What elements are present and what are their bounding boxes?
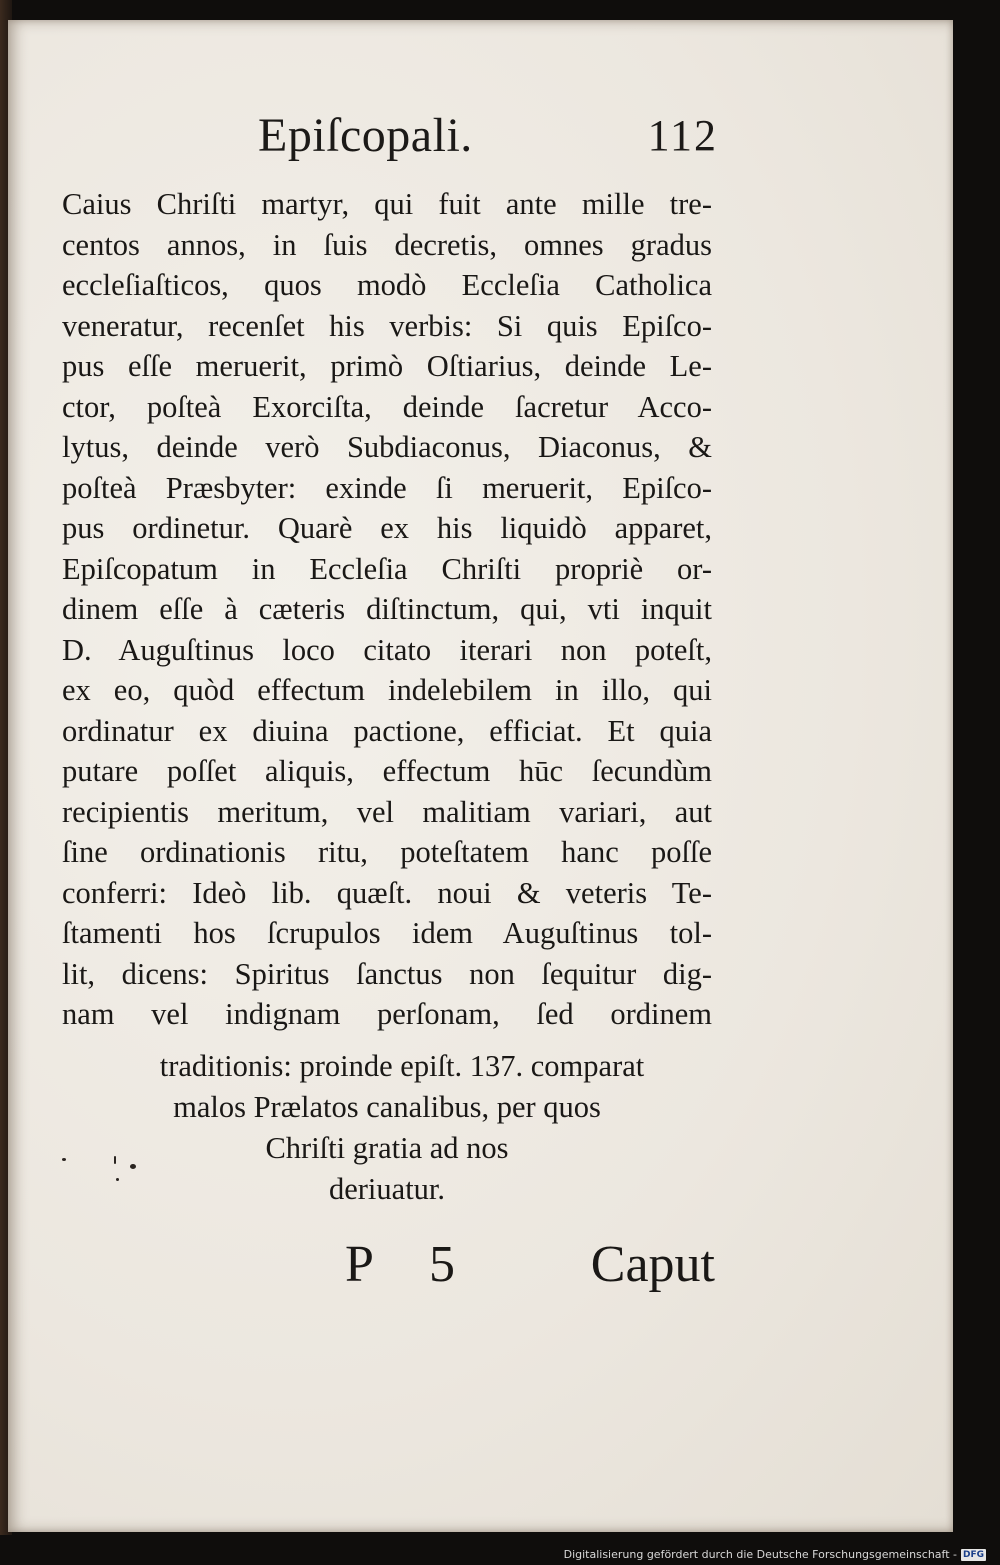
text-line: lytus, deinde verò Subdiaconus, Diaconus, & bbox=[62, 430, 712, 464]
text-line: dinem eſſe à cæteris diſtinctum, qui, vti inquit bbox=[62, 592, 712, 626]
text-line: ctor, poſteà Exorciſta, deinde ſacretur Acco- bbox=[62, 389, 712, 424]
text-line: Epiſcopatum in Eccleſia Chriſti propriè or- bbox=[62, 551, 712, 586]
text-line: ex eo, quòd effectum indelebilem in illo, qui bbox=[62, 673, 712, 707]
tapered-paragraph-end bbox=[62, 1046, 712, 1210]
body-text bbox=[62, 184, 712, 1035]
running-title: Epiſcopali. bbox=[258, 109, 473, 162]
ink-speck bbox=[130, 1164, 136, 1169]
text-line: ſine ordinationis ritu, poteſtatem hanc poſſe bbox=[62, 835, 712, 869]
page-number: 112 bbox=[647, 111, 718, 160]
text-line: ſtamenti hos ſcrupulos idem Auguſtinus tol- bbox=[62, 916, 712, 950]
page-footer bbox=[345, 1235, 715, 1305]
text-line: pus eſſe meruerit, primò Oſtiarius, deinde Le- bbox=[62, 349, 712, 383]
digitization-credit bbox=[564, 1548, 986, 1561]
text-line: conferri: Ideò lib. quæſt. noui & veteris Te- bbox=[62, 875, 712, 910]
ink-speck bbox=[116, 1178, 119, 1181]
text-line: lit, dicens: Spiritus ſanctus non ſequitur dig- bbox=[62, 956, 712, 991]
text-line: pus ordinetur. Quarè ex his liquidò apparet, bbox=[62, 511, 712, 545]
ink-speck bbox=[114, 1156, 116, 1164]
text-line: putare poſſet aliquis, effectum hūc ſecundùm bbox=[62, 754, 712, 788]
text-line: Chriſti gratia ad nos bbox=[265, 1131, 509, 1165]
catchword: Caput bbox=[590, 1236, 715, 1293]
text-line: malos Prælatos canalibus, per quos bbox=[173, 1090, 601, 1124]
text-line: traditionis: proinde epiſt. 137. comparat bbox=[159, 1049, 645, 1083]
ink-specks bbox=[56, 1150, 146, 1200]
text-line: nam vel indignam perſonam, ſed ordinem bbox=[62, 997, 712, 1031]
text-line: eccleſiaſticos, quos modò Eccleſia Catholica bbox=[62, 268, 712, 302]
text-line: recipientis meritum, vel malitiam variari, aut bbox=[62, 794, 712, 829]
ink-speck bbox=[62, 1158, 66, 1161]
text-line: D. Auguſtinus loco citato iterari non poteſt, bbox=[62, 632, 712, 667]
credit-text: Digitalisierung gefördert durch die Deutsche Forschungsgemeinschaft - bbox=[563, 1548, 957, 1561]
page-header bbox=[258, 108, 718, 168]
signature-mark: P 5 bbox=[345, 1236, 477, 1293]
text-line: Caius Chriſti martyr, qui fuit ante mille tre- bbox=[62, 187, 712, 221]
text-line: deriuatur. bbox=[328, 1172, 446, 1206]
text-line: veneratur, recenſet his verbis: Si quis Epiſco- bbox=[62, 308, 712, 343]
dfg-logo: DFG bbox=[962, 1549, 984, 1560]
text-line: poſteà Præsbyter: exinde ſi meruerit, Epiſco- bbox=[62, 470, 712, 505]
text-line: ordinatur ex diuina pactione, efficiat. Et quia bbox=[62, 713, 712, 748]
text-line: centos annos, in ſuis decretis, omnes gradus bbox=[62, 227, 712, 262]
